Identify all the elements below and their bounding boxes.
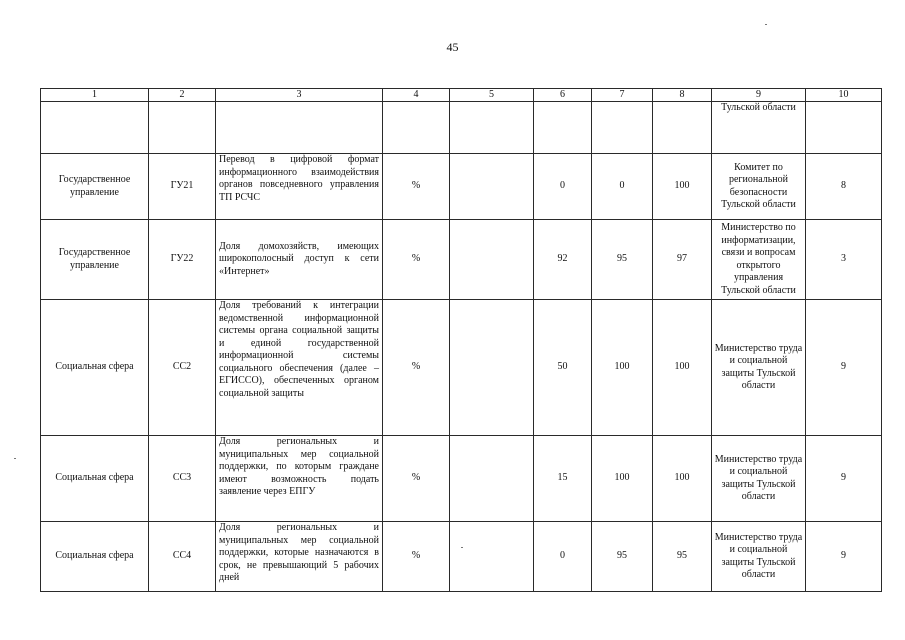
cell-col5 [450,220,534,300]
cell-sphere: Социальная сфера [41,522,149,592]
table-row [41,300,882,436]
cell-col5 [450,522,534,592]
table-row [41,220,882,300]
cell-description: Доля региональных и муниципальных мер социальной поддержки, по которым граждане имеют возможность подать заявление через ЕПГУ [216,436,383,522]
table-row [41,436,882,522]
cell-col5 [450,154,534,220]
cell-col8: 97 [653,220,712,300]
cell-col8: 100 [653,154,712,220]
scan-speck [14,458,16,459]
cell-col7: 95 [592,522,653,592]
cell-col6: 50 [534,300,592,436]
cell-empty [149,102,216,154]
cell-col7: 0 [592,154,653,220]
cell-col8: 100 [653,300,712,436]
table-row [41,154,882,220]
cell-sphere: Государственное управление [41,154,149,220]
cell-unit: % [383,154,450,220]
cell-code: СС2 [149,300,216,436]
scan-speck [461,547,463,548]
cell-col10: 8 [806,154,882,220]
cell-col7: 95 [592,220,653,300]
cell-empty [216,102,383,154]
cell-description: Перевод в цифровой формат информационного взаимодействия органов повседневного управления ТП РСЧС [216,154,383,220]
cell-col10: 3 [806,220,882,300]
cell-col10: 9 [806,522,882,592]
cell-sphere: Социальная сфера [41,300,149,436]
cell-col5 [450,300,534,436]
cell-empty [653,102,712,154]
cell-empty [41,102,149,154]
indicators-table [40,88,882,592]
cell-col7: 100 [592,436,653,522]
page-number: 45 [446,40,459,54]
scan-speck [765,24,767,25]
cell-unit: % [383,522,450,592]
cell-code: ГУ21 [149,154,216,220]
cell-sphere: Государственное управление [41,220,149,300]
cell-empty [806,102,882,154]
cell-col6: 92 [534,220,592,300]
column-header: 3 [216,89,383,102]
column-header: 8 [653,89,712,102]
cell-code: ГУ22 [149,220,216,300]
cell-responsible: Комитет по региональной безопасности Тульской области [712,154,806,220]
cell-description: Доля региональных и муниципальных мер социальной поддержки, которые назначаются в срок, не превышающий 5 рабочих дней [216,522,383,592]
cell-description: Доля требований к интеграции ведомственной информационной системы органа социальной защиты и единой государственной информационной системы социального обеспечения (далее – ЕГИССО), обеспеченных органом социальной защиты [216,300,383,436]
column-header: 10 [806,89,882,102]
cell-code: СС4 [149,522,216,592]
cell-responsible: Тульской области [712,102,806,154]
cell-unit: % [383,436,450,522]
cell-col10: 9 [806,300,882,436]
cell-col7: 100 [592,300,653,436]
cell-responsible: Министерство труда и социальной защиты Тульской области [712,436,806,522]
column-header: 6 [534,89,592,102]
cell-empty [534,102,592,154]
column-header: 1 [41,89,149,102]
cell-responsible: Министерство по информатизации, связи и вопросам открытого управления Тульской области [712,220,806,300]
cell-sphere: Социальная сфера [41,436,149,522]
cell-col6: 15 [534,436,592,522]
cell-col8: 95 [653,522,712,592]
cell-empty [383,102,450,154]
column-header: 9 [712,89,806,102]
column-header: 7 [592,89,653,102]
cell-responsible: Министерство труда и социальной защиты Тульской области [712,522,806,592]
cell-col6: 0 [534,522,592,592]
table-row-continuation [41,102,882,154]
cell-responsible: Министерство труда и социальной защиты Тульской области [712,300,806,436]
column-number-row [41,89,882,102]
cell-empty [592,102,653,154]
table-row [41,522,882,592]
cell-unit: % [383,220,450,300]
cell-description: Доля домохозяйств, имеющих широкополосный доступ к сети «Интернет» [216,220,383,300]
cell-empty [450,102,534,154]
cell-col10: 9 [806,436,882,522]
column-header: 5 [450,89,534,102]
cell-unit: % [383,300,450,436]
cell-col8: 100 [653,436,712,522]
cell-code: СС3 [149,436,216,522]
column-header: 4 [383,89,450,102]
cell-col6: 0 [534,154,592,220]
column-header: 2 [149,89,216,102]
cell-col5 [450,436,534,522]
